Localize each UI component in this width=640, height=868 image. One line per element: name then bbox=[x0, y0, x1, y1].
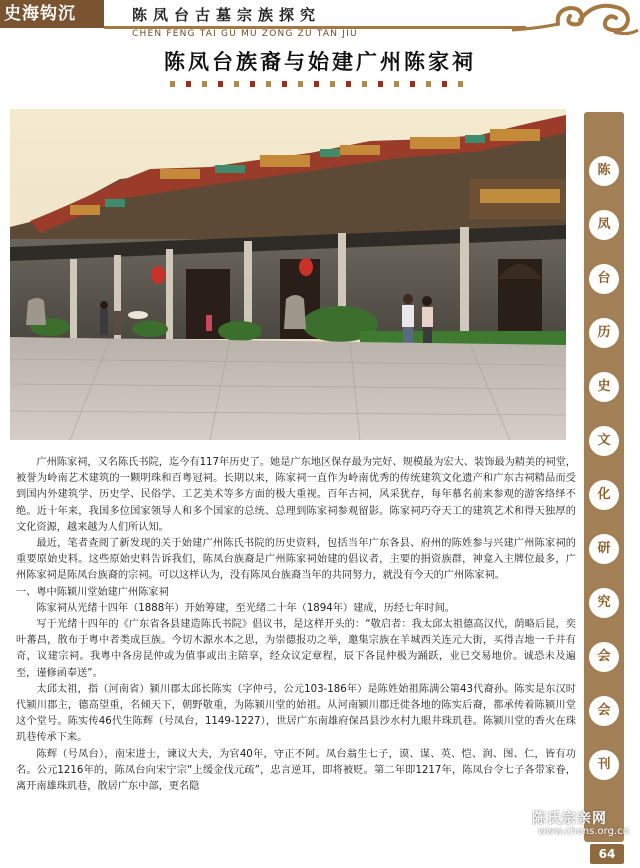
article-title: 陈凤台族裔与始建广州陈家祠 bbox=[164, 50, 476, 74]
cloud-ornament-icon bbox=[510, 0, 640, 40]
body-paragraph: 写于光绪十四年的《广东省各县建造陈氏书院》倡议书，是这样开头的：“敬启者：我太邱太祖德高汉代，荫略后昆，奕叶蕃昌，散布于粤中者类成巨族。今切木源水本之思，为崇德报功之举，邀集宗族在羊城西关连元大街，买得吉地一千井有奇，议建宗祠。我粤中各房昆仲或为值事或出主陪享，经众议定章程，辰下各昆仲极为踊跃，业已交易地价。诚恐未及遍至，谨修函奉送”。 bbox=[16, 619, 576, 679]
body-paragraph: 最近，笔者查阅了新发现的关于始建广州陈氏书院的历史资料，包括当年广东各县、府州的陈姓参与兴建广州陈家祠的重要原始史料。这些原始史料告诉我们，陈凤台族裔是广州陈家祠始建的倡议者，主要的捐资族群，神龛入主牌位最多，广州陈家祠是陈凤台族裔的宗祠。可以这样认为，没有陈凤台族裔当年的共同努力，就没有今天的广州陈家祠。 bbox=[16, 538, 576, 582]
ancestral-hall-photo bbox=[10, 109, 566, 440]
body-paragraph: 太邱太祖，指（河南省）颍川郡太邱长陈实（字仲弓，公元103-186年）是陈姓始祖陈满公第43代裔孙。陈实是东汉时代颍川郡主，德高望重，名倾天下，朝野敬重，为陈颍川堂的始祖。从河南颍川郡迁徙各地的陈实后裔，都承传着陈颍川堂这个堂号。陈实传46代生陈辉（号凤台，1149-1227），世居广东南雄府保昌县沙水村九眼井珠玑巷。陈颍川堂的香火在珠玑巷传承下来。 bbox=[16, 683, 576, 744]
side-band-char: 凤 bbox=[589, 210, 619, 240]
article-body bbox=[16, 455, 576, 863]
body-paragraph: 陈家祠从光绪十四年（1888年）开始筹建，至光绪二十年（1894年）建成，历经七年时间。 bbox=[36, 602, 455, 614]
side-band-char: 会 bbox=[589, 642, 619, 672]
page-number: 64 bbox=[590, 844, 624, 864]
body-paragraph: 陈辉（号凤台），南宋进士，谏议大夫，为官40年，守正不阿。凤台翁生七子，谟、谋、英、恺、润、图、仁，皆有功名。公元1216年的，陈凤台向宋宁宗“上缓金伐元疏”，忠言逆耳，即将被贬。第二年即1217年，陈凤台令七子各带家眷，离开南雄珠玑巷，散居广东中部，更名隐 bbox=[16, 748, 576, 793]
side-band-char: 陈 bbox=[589, 156, 619, 186]
side-band-char: 会 bbox=[589, 696, 619, 726]
series-pinyin: CHEN FENG TAI GU MU ZONG ZU TAN JIU bbox=[132, 29, 358, 39]
title-ornament bbox=[170, 81, 470, 87]
side-band-char: 刊 bbox=[589, 750, 619, 780]
watermark-brand: 陈氏宗亲网 bbox=[532, 811, 607, 827]
side-band-char: 研 bbox=[589, 534, 619, 564]
body-paragraph: 广州陈家祠，又名陈氏书院，迄今有117年历史了。她是广东地区保存最为完好、规模最为宏大、装饰最为精美的祠堂，被誉为岭南艺术建筑的一颗明珠和百粤冠祠。长期以来，陈家祠一直作为岭南优秀的传统建筑文化遗产和广东古祠精品而受到国内外建筑学、历史学、民俗学、工艺美术等多方面的极大重视。百年古祠，风采犹存，每年慕名前来参观的游客络绎不绝。近十年来，我国多位国家领导人和多个国家的总统、总理到陈家祠参观留影。陈家祠巧夺天工的建筑艺术和得天独厚的文化资源，越来越为人们所认知。 bbox=[16, 457, 576, 533]
side-band-char: 文 bbox=[589, 426, 619, 456]
side-band-char: 史 bbox=[589, 372, 619, 402]
side-band-char: 历 bbox=[589, 318, 619, 348]
watermark-url: www.chens.org.cn bbox=[538, 826, 629, 837]
side-band-char: 化 bbox=[589, 480, 619, 510]
side-band-char: 台 bbox=[589, 264, 619, 294]
section-label: 史海钩沉 bbox=[0, 0, 104, 28]
series-title: 陈凤台古墓宗族探究 bbox=[132, 6, 322, 24]
section-heading: 一、粤中陈颖川堂始建广州陈家祠 bbox=[16, 586, 169, 598]
side-band-char: 究 bbox=[589, 588, 619, 618]
